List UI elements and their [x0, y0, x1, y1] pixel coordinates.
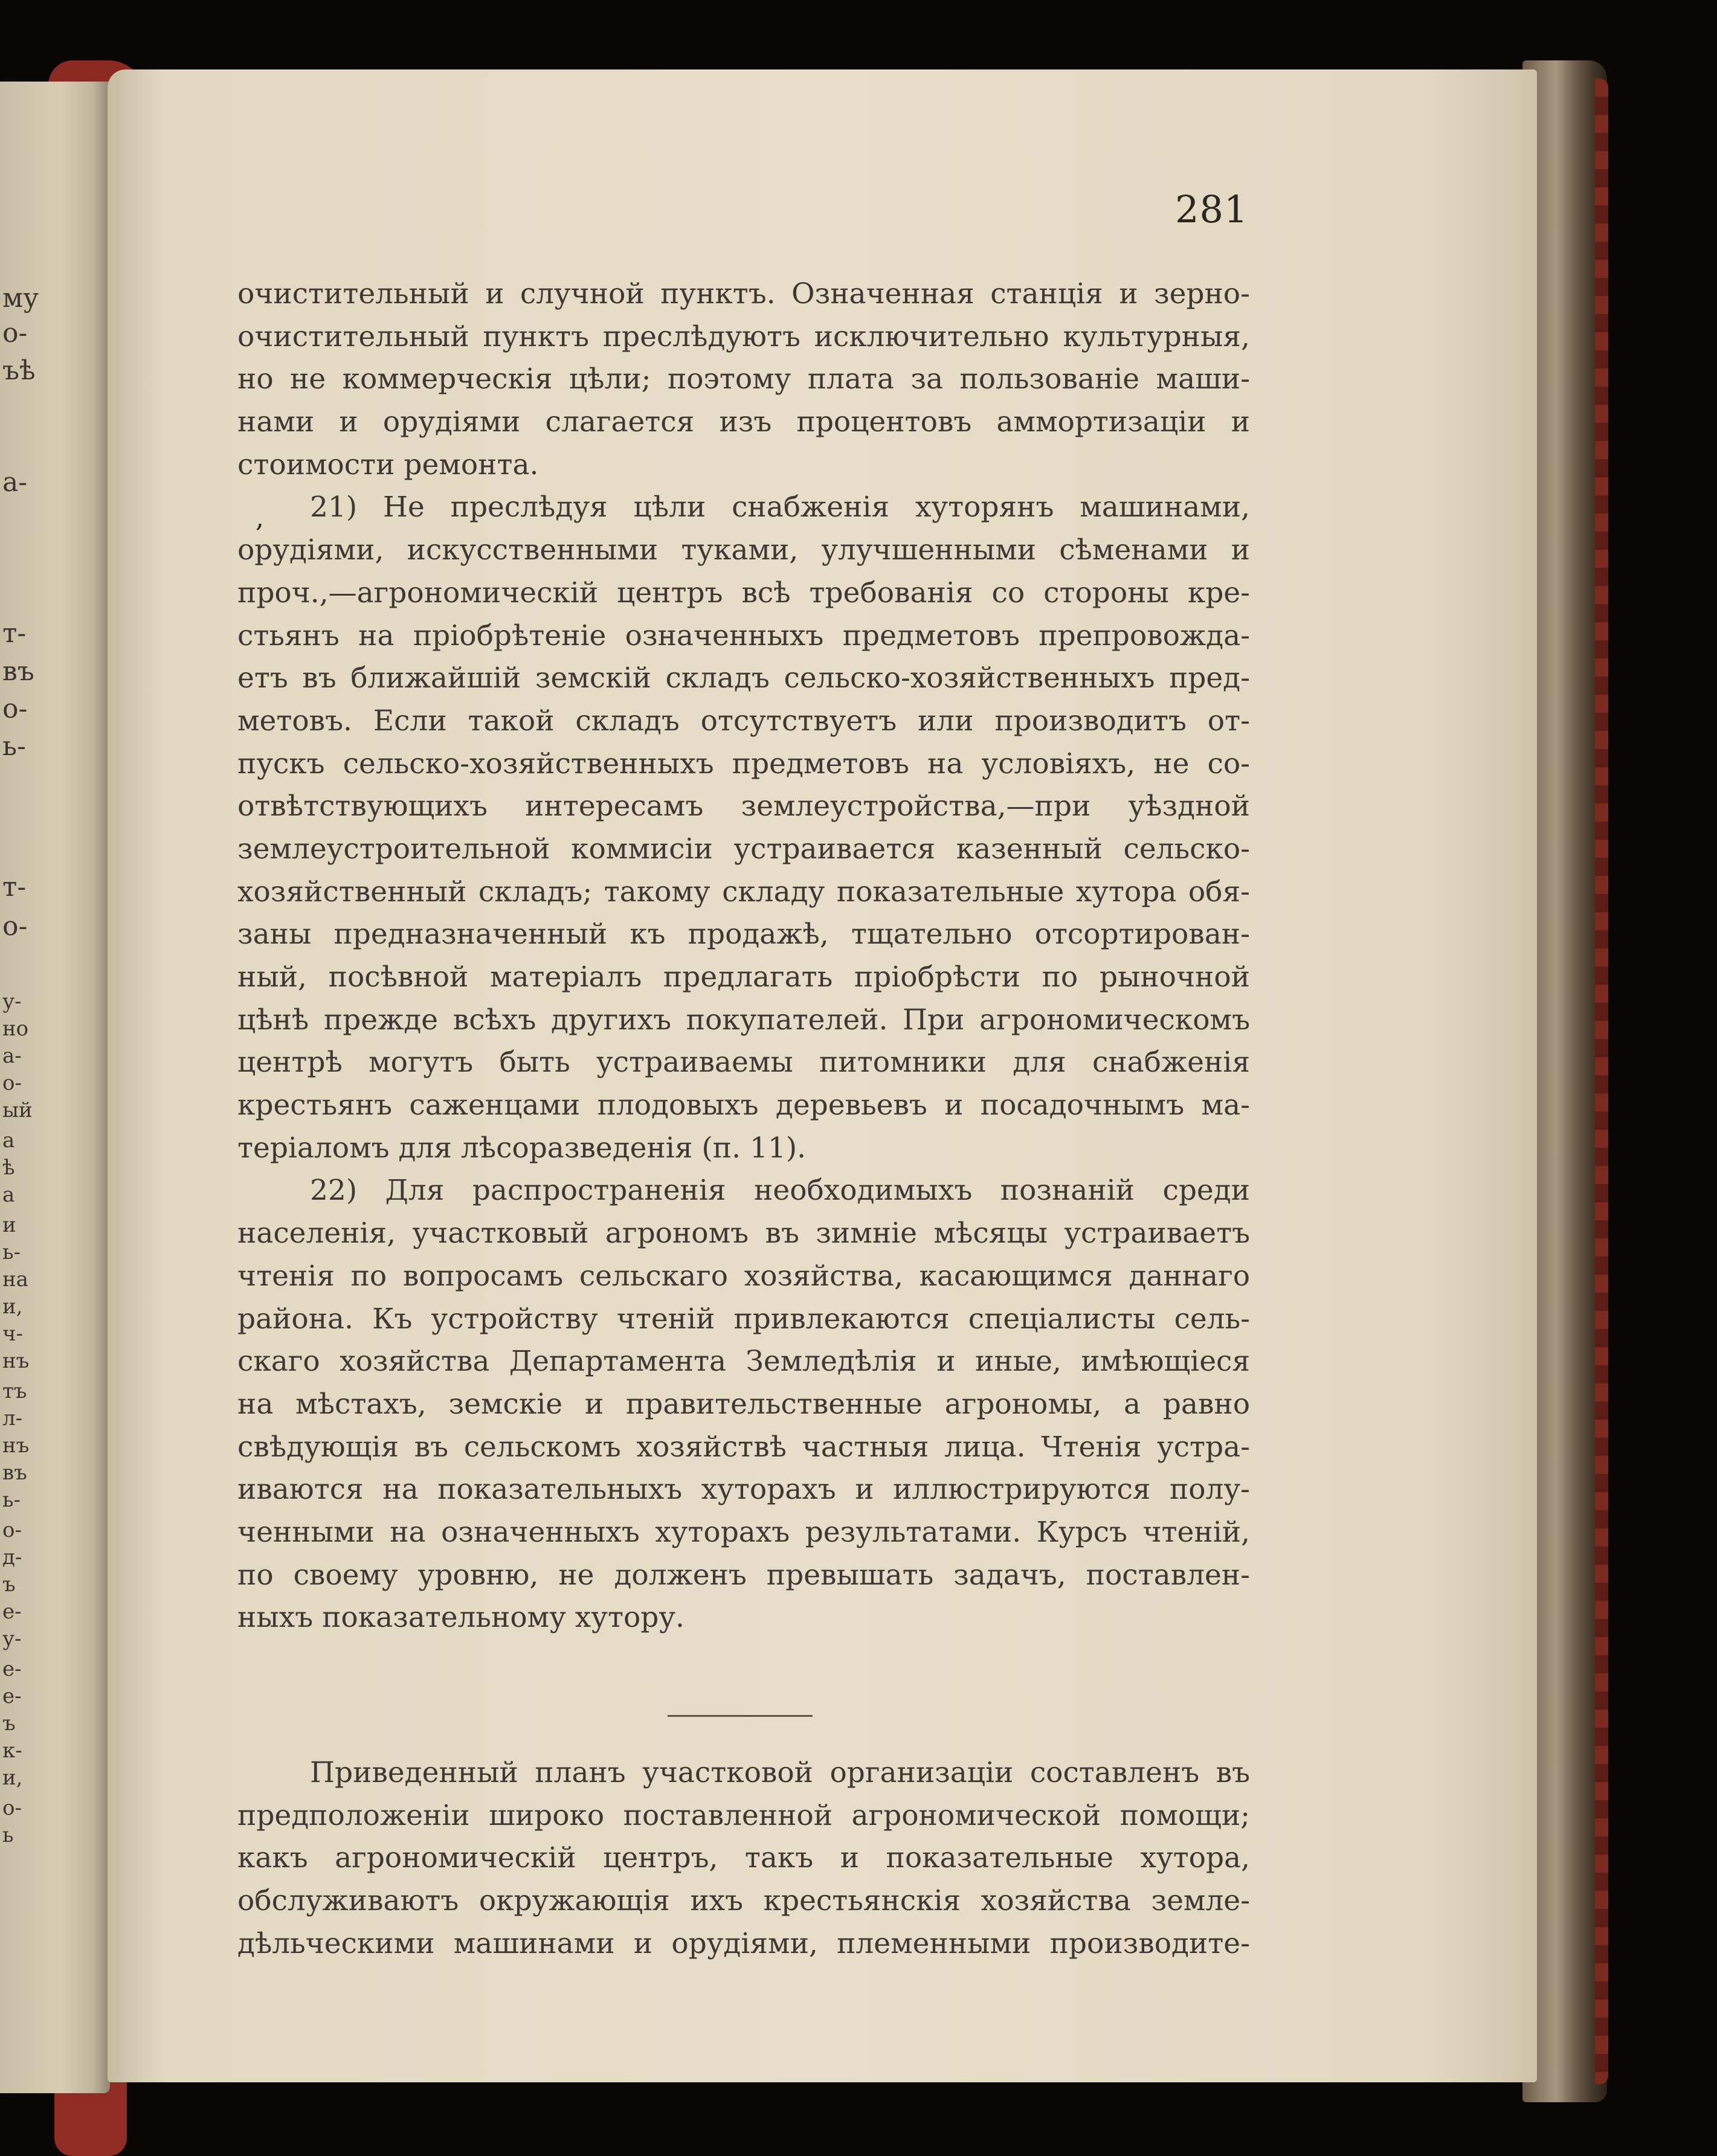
previous-page-fragment: о-: [2, 1071, 22, 1095]
previous-page-fragment: е-: [2, 1684, 22, 1708]
paragraph-22-first-line: 22) Для распространенія необходимыхъ познаній среди: [310, 1174, 1250, 1208]
text-line: обслуживаютъ окружающія ихъ крестьянскія хозяйства земле-: [237, 1884, 1250, 1918]
previous-page-fragment: ъ: [2, 1711, 16, 1736]
previous-page-fragment: а: [2, 1183, 15, 1207]
previous-page-fragment: ъ: [2, 1572, 16, 1597]
text-line: орудіями, искусственными туками, улучшенными сѣменами и: [237, 533, 1250, 567]
text-line: свѣдующія въ сельскомъ хозяйствѣ частныя лица. Чтенія устра-: [237, 1430, 1250, 1464]
paragraph-21-first-line: 21) Не преслѣдуя цѣли снабженія хуторянъ машинами,: [310, 491, 1250, 524]
text-line: етъ въ ближайшій земскій складъ сельско-хозяйственныхъ пред-: [237, 661, 1250, 695]
previous-page-fragment: а-: [2, 467, 28, 498]
previous-page-fragment: ь-: [2, 731, 26, 762]
previous-page-fragment: а-: [2, 1044, 22, 1068]
previous-page-fragment: т-: [2, 872, 27, 903]
text-line: нами и орудіями слагается изъ процентовъ аммортизаціи и: [237, 405, 1250, 439]
margin-mark: ,: [256, 503, 264, 533]
text-line: хозяйственный складъ; такому складу показательные хутора обя-: [237, 875, 1250, 909]
previous-page-fragment: е-: [2, 1600, 22, 1624]
text-line: ный, посѣвной матеріалъ предлагать пріобрѣсти по рыночной: [237, 961, 1250, 994]
text-line: теріаломъ для лѣсоразведенія (п. 11).: [237, 1131, 807, 1165]
previous-page-fragment: нъ: [2, 1434, 30, 1458]
previous-page-fragment: ый: [2, 1098, 33, 1122]
text-line: центрѣ могутъ быть устраиваемы питомники для снабженія: [237, 1046, 1250, 1080]
text-line: отвѣтствующихъ интересамъ землеустройства,—при уѣздной: [237, 790, 1250, 823]
previous-page-fragment: и,: [2, 1295, 23, 1319]
previous-page-fragment: д-: [2, 1545, 22, 1569]
previous-page-fragment: е-: [2, 1657, 22, 1681]
text-line: района. Къ устройству чтеній привлекаются спеціалисты сель-: [237, 1302, 1250, 1336]
previous-page-fragment: л-: [2, 1406, 23, 1430]
previous-page-fragment: о-: [2, 911, 28, 942]
section-divider: [668, 1715, 813, 1717]
closing-text: [237, 1752, 1250, 1965]
text-line: ныхъ показательному хутору.: [237, 1601, 685, 1635]
book-cover-edge-right: [1595, 79, 1608, 2084]
main-text: [237, 273, 1250, 1640]
text-line: скаго хозяйства Департамента Земледѣлія и иные, имѣющіеся: [237, 1345, 1250, 1379]
previous-page-fragment: о-: [2, 1518, 22, 1542]
text-line: очистительный пунктъ преслѣдуютъ исключительно культурныя,: [237, 320, 1250, 353]
previous-page-fragment: о-: [2, 1796, 22, 1820]
previous-page-fragment: и: [2, 1213, 16, 1237]
text-line: землеустроительной коммисіи устраивается казенный сельско-: [237, 832, 1250, 866]
text-line: иваются на показательныхъ хуторахъ и иллюстрируются полу-: [237, 1473, 1250, 1507]
text-line: метовъ. Если такой складъ отсутствуетъ или производитъ от-: [237, 704, 1250, 738]
previous-page-fragment: ч-: [2, 1322, 23, 1346]
previous-page-fragment: тъ: [2, 1379, 27, 1403]
text-line: чтенія по вопросамъ сельскаго хозяйства, касающимся даннаго: [237, 1259, 1250, 1293]
text-line: предположеніи широко поставленной агрономической помощи;: [237, 1798, 1250, 1832]
text-line: но не коммерческія цѣли; поэтому плата за пользованіе маши-: [237, 362, 1250, 396]
previous-page-fragment: о-: [2, 693, 28, 724]
previous-page-fragment: о-: [2, 318, 28, 349]
previous-page-fragment: т-: [2, 618, 27, 649]
previous-page-fragment: ь-: [2, 1488, 21, 1512]
text-line: дѣльческими машинами и орудіями, племенными производите-: [237, 1926, 1250, 1960]
text-line: на мѣстахъ, земскіе и правительственные агрономы, а равно: [237, 1387, 1250, 1421]
text-line: заны предназначенный къ продажѣ, тщательно отсортирован-: [237, 918, 1250, 951]
previous-page-fragment: у-: [2, 990, 22, 1014]
previous-page-fragment: и,: [2, 1766, 23, 1790]
text-line: пускъ сельско-хозяйственныхъ предметовъ на условіяхъ, не со-: [237, 747, 1250, 780]
text-line: по своему уровню, не долженъ превышать задачъ, поставлен-: [237, 1558, 1250, 1592]
text-line: очистительный и случной пунктъ. Означенная станція и зерно-: [237, 277, 1250, 311]
text-line: населенія, участковый агрономъ въ зимніе мѣсяцы устраиваетъ: [237, 1217, 1250, 1250]
previous-page-fragment: му: [2, 283, 39, 314]
previous-page-fragment: к-: [2, 1739, 22, 1763]
page-number: 281: [1175, 187, 1249, 231]
previous-page-fragment: на: [2, 1267, 28, 1292]
previous-page-fragment: ь: [2, 1823, 14, 1847]
text-line: стьянъ на пріобрѣтеніе означенныхъ предметовъ препровожда-: [237, 619, 1250, 652]
text-line: стоимости ремонта.: [237, 448, 539, 481]
text-line: какъ агрономическій центръ, такъ и показательные хутора,: [237, 1841, 1250, 1875]
previous-page-fragment: нъ: [2, 1349, 30, 1373]
previous-page-fragment: ь-: [2, 1240, 21, 1264]
text-line: проч.,—агрономическій центръ всѣ требованія со стороны кре-: [237, 576, 1250, 610]
previous-page-fragment: въ: [2, 1461, 27, 1485]
previous-page-fragment: у-: [2, 1627, 22, 1651]
previous-page-fragment: а: [2, 1128, 15, 1153]
previous-page-fragment: но: [2, 1017, 29, 1041]
previous-page-fragment: ѣ: [2, 1156, 15, 1180]
previous-page-fragment: въ: [2, 656, 34, 687]
text-line: цѣнѣ прежде всѣхъ другихъ покупателей. При агрономическомъ: [237, 1003, 1250, 1037]
previous-page-fragment: ъѣ: [2, 355, 36, 386]
text-line: крестьянъ саженцами плодовыхъ деревьевъ и посадочнымъ ма-: [237, 1089, 1250, 1122]
closing-paragraph-first-line: Приведенный планъ участковой организаціи составленъ въ: [310, 1756, 1250, 1789]
text-line: ченными на означенныхъ хуторахъ результатами. Курсъ чтеній,: [237, 1515, 1250, 1549]
